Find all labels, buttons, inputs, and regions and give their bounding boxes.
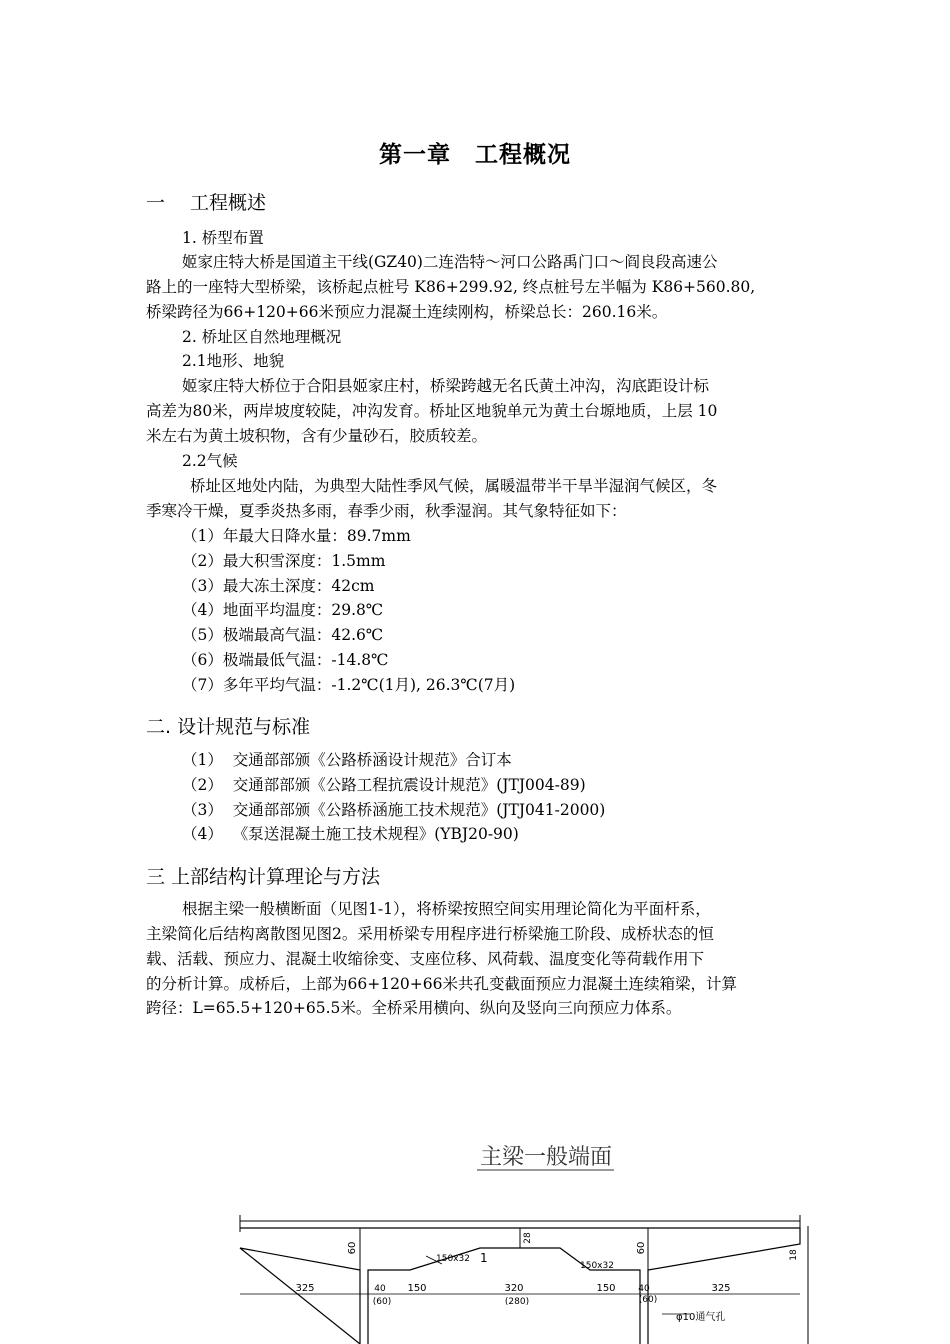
chapter-title: 第一章 工程概况 bbox=[379, 142, 571, 168]
paragraph-line: 姬家庄特大桥位于合阳县姬家庄村，桥梁跨越无名氏黄土冲沟，沟底距设计标 bbox=[182, 377, 710, 395]
climate-item: （4）地面平均温度：29.8℃ bbox=[182, 601, 384, 619]
dim-chamfer-left: 150x32 bbox=[436, 1254, 470, 1264]
dim-web-right-paren: (60) bbox=[638, 1295, 658, 1305]
paragraph-line: 高差为80米，两岸坡度较陡，冲沟发育。桥址区地貌单元为黄土台塬地质，上层 10 bbox=[146, 402, 718, 420]
standard-item: （2） 交通部部颁《公路工程抗震设计规范》(JTJ004-89) bbox=[182, 776, 586, 794]
dim-center: 320 bbox=[504, 1283, 524, 1294]
paragraph-line: 跨径：L=65.5+120+65.5米。全桥采用横向、纵向及竖向三向预应力体系。 bbox=[146, 999, 682, 1017]
dim-web-right: 40 bbox=[638, 1284, 650, 1294]
paragraph-line: 主梁简化后结构离散图见图2。采用桥梁专用程序进行桥梁施工阶段、成桥状态的恒 bbox=[146, 925, 714, 943]
standard-item: （4） 《泵送混凝土施工技术规程》(YBJ20-90) bbox=[182, 825, 519, 843]
paragraph-line: 季寒冷干燥，夏季炎热多雨，春季少雨，秋季湿润。其气象特征如下： bbox=[146, 502, 627, 520]
section-heading-calculation: 三 上部结构计算理论与方法 bbox=[146, 866, 381, 888]
cell-number: 1 bbox=[480, 1251, 488, 1265]
dim-slab-left: 60 bbox=[347, 1241, 358, 1255]
subheading-climate: 2.2气候 bbox=[182, 452, 238, 470]
girder-cross-section-drawing bbox=[0, 1130, 950, 1344]
dim-right-cantilever: 325 bbox=[711, 1283, 731, 1294]
dim-slab-center: 28 bbox=[523, 1232, 533, 1244]
paragraph-line: 桥梁跨径为66+120+66米预应力混凝土连续刚构，桥梁总长：260.16米。 bbox=[146, 303, 668, 321]
standard-item: （1） 交通部部颁《公路桥涵设计规范》合订本 bbox=[182, 751, 512, 769]
climate-item: （2）最大积雪深度：1.5mm bbox=[182, 552, 386, 570]
section-heading-standards: 二. 设计规范与标准 bbox=[146, 716, 311, 738]
paragraph-line: 根据主梁一般横断面（见图1-1），将桥梁按照空间实用理论简化为平面杆系， bbox=[182, 900, 711, 918]
dim-web-left-paren: (60) bbox=[372, 1297, 392, 1307]
dim-center-paren: (280) bbox=[504, 1297, 530, 1307]
climate-item: （1）年最大日降水量：89.7mm bbox=[182, 527, 411, 545]
paragraph-line: 载、活载、预应力、混凝土收缩徐变、支座位移、风荷载、温度变化等荷载作用下 bbox=[146, 950, 705, 968]
paragraph-line: 的分析计算。成桥后，上部为66+120+66米共孔变截面预应力混凝土连续箱梁，计算 bbox=[146, 975, 738, 993]
dim-haunch-right: 150 bbox=[596, 1283, 616, 1294]
climate-item: （7）多年平均气温：-1.2℃(1月), 26.3℃(7月) bbox=[182, 676, 516, 694]
dim-edge: 18 bbox=[789, 1249, 799, 1261]
paragraph-line: 路上的一座特大型桥梁，该桥起点桩号 K86+299.92, 终点桩号左半幅为 K86+560.80, bbox=[146, 278, 756, 296]
paragraph-line: 桥址区地处内陆，为典型大陆性季风气候，属暖温带半干旱半湿润气候区，冬 bbox=[190, 477, 718, 495]
figure-title: 主梁一般端面 bbox=[479, 1145, 613, 1170]
paragraph-line: 姬家庄特大桥是国道主干线(GZ40)二连浩特～河口公路禹门口～阎良段高速公 bbox=[182, 253, 718, 271]
climate-item: （5）极端最高气温：42.6℃ bbox=[182, 626, 384, 644]
subheading-terrain: 2.1地形、地貌 bbox=[182, 352, 285, 370]
section-heading-overview: 一 工程概述 bbox=[146, 192, 267, 214]
standard-item: （3） 交通部部颁《公路桥涵施工技术规范》(JTJ041-2000) bbox=[182, 801, 606, 819]
climate-item: （3）最大冻土深度：42cm bbox=[182, 577, 375, 595]
dim-haunch-left: 150 bbox=[407, 1283, 427, 1294]
dim-left-cantilever: 325 bbox=[295, 1283, 315, 1294]
dim-slab-right: 60 bbox=[636, 1241, 647, 1255]
vent-hole-label: φ10通气孔 bbox=[676, 1312, 726, 1323]
climate-item: （6）极端最低气温：-14.8℃ bbox=[182, 651, 389, 669]
subheading-bridge-layout: 1. 桥型布置 bbox=[182, 229, 264, 247]
dim-web-left: 40 bbox=[374, 1284, 386, 1294]
paragraph-line: 米左右为黄土坡积物，含有少量砂石，胶质较差。 bbox=[146, 427, 488, 445]
dim-chamfer-right: 150x32 bbox=[580, 1261, 614, 1271]
subheading-geography: 2. 桥址区自然地理概况 bbox=[182, 328, 342, 346]
